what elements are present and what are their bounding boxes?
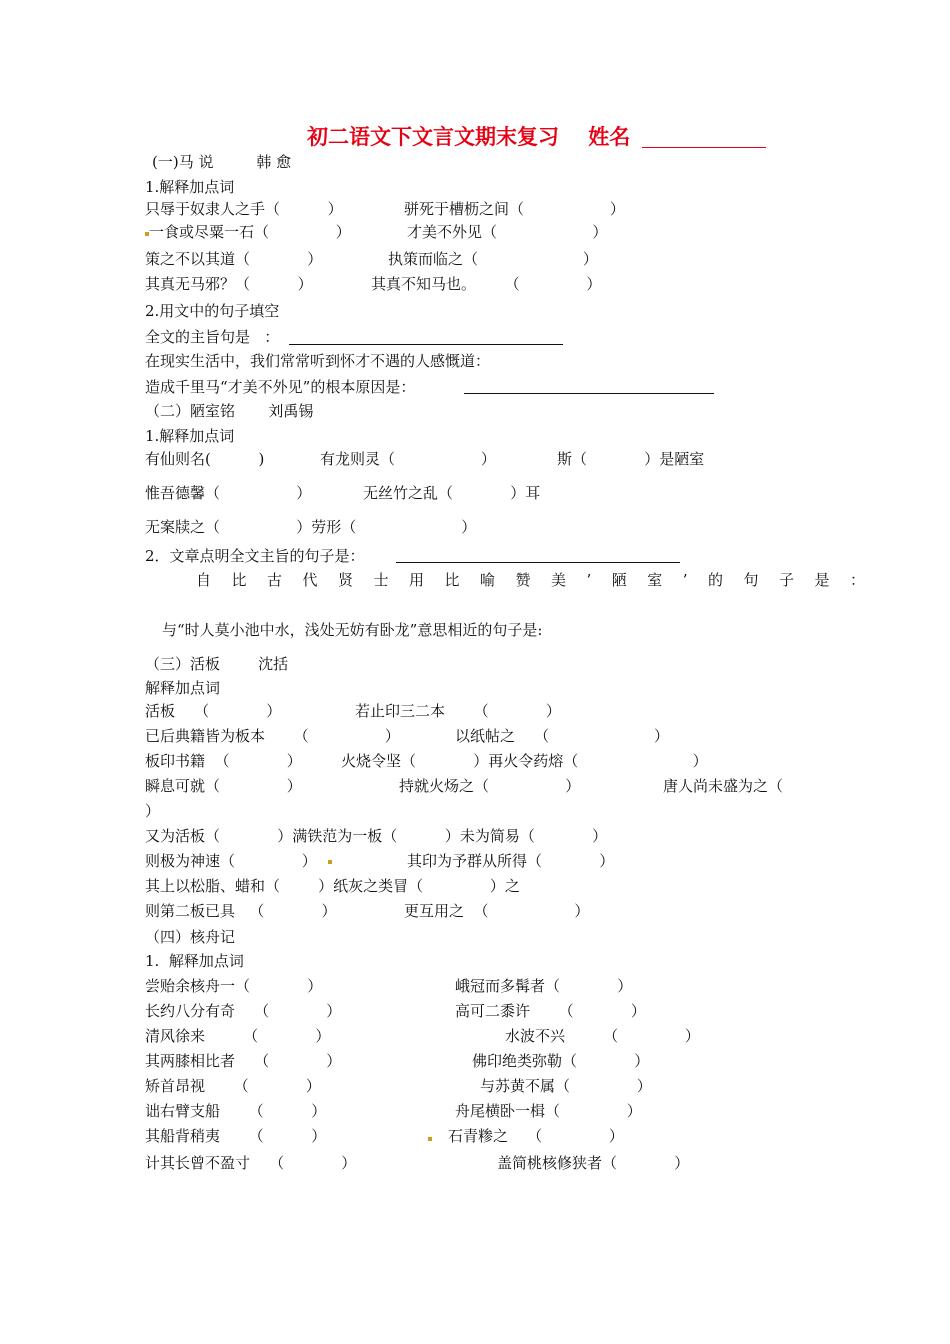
fill-in-prompt: 在现实生活中，我们常常听到怀才不遇的人感慨道： bbox=[145, 352, 491, 370]
section-3-heading: （三）活板 沈括 bbox=[145, 655, 289, 673]
section-3-question-1: 解释加点词 bbox=[145, 679, 221, 697]
section-3-item: 更互用之 （ ） bbox=[404, 902, 590, 920]
section-2-question-2: 2．文章点明全文主旨的句子是： bbox=[145, 547, 365, 565]
section-2-item: 无案牍之（ ）劳形（ ） bbox=[145, 518, 477, 536]
section-4-item: 峨冠而多髯者（ ） bbox=[455, 977, 633, 995]
section-3-item: 唐人尚未盛为之（ bbox=[663, 777, 784, 795]
section-3-item: 则极为神速（ ） bbox=[145, 852, 317, 870]
section-4-item: 计其长曾不盈寸 （ ） bbox=[145, 1154, 357, 1172]
section-1-question-2: 2.用文中的句子填空 bbox=[145, 302, 280, 320]
section-4-item: 长约八分有奇 （ ） bbox=[145, 1002, 342, 1020]
answer-line[interactable] bbox=[289, 344, 563, 345]
section-1-item: 执策而临之（ ） bbox=[388, 250, 598, 268]
section-4-item: 其船背稍夷 （ ） bbox=[145, 1127, 327, 1145]
fill-in-main-idea: 全文的主旨句是 ： bbox=[145, 328, 280, 346]
section-3-item: 若止印三二本 （ ） bbox=[355, 702, 561, 720]
section-3-item: 又为活板（ ）满铁范为一板（ ）未为简易（ ） bbox=[145, 827, 608, 845]
section-3-item: 以纸帖之 （ ） bbox=[455, 727, 669, 745]
section-3-item: 火烧令坚（ ）再火令药熔（ ） bbox=[341, 752, 708, 770]
section-1-item: 策之不以其道（ ） bbox=[145, 250, 323, 268]
section-4-item: 水波不兴 （ ） bbox=[505, 1027, 700, 1045]
section-4-item: 尝贻余核舟一（ ） bbox=[145, 977, 323, 995]
section-4-question-1: 1. 解释加点词 bbox=[145, 952, 244, 970]
section-2-item: 有龙则灵（ ） bbox=[320, 450, 496, 468]
section-2-item: 斯（ ）是陋室 bbox=[557, 450, 705, 468]
section-2-heading: （二）陋室铭 刘禹锡 bbox=[145, 402, 314, 420]
section-2-question-4: 与“时人莫小池中水，浅处无妨有卧龙”意思相近的句子是: bbox=[162, 621, 543, 639]
section-1-item: 其真不知马也。 （ ） bbox=[371, 275, 602, 293]
section-1-question-1: 1.解释加点词 bbox=[145, 178, 235, 196]
answer-line[interactable] bbox=[396, 562, 680, 563]
section-4-item: 高可二黍许 （ ） bbox=[455, 1002, 646, 1020]
section-4-item: 舟尾横卧一楫（ ） bbox=[455, 1102, 642, 1120]
section-1-item: 其真无马邪？（ ） bbox=[145, 275, 313, 293]
section-2-item: 有仙则名( ) bbox=[145, 450, 265, 468]
section-2-question-1: 1.解释加点词 bbox=[145, 427, 235, 445]
page-title: 初二语文下文言文期末复习 姓名 bbox=[307, 124, 631, 149]
section-3-item: ） bbox=[145, 802, 161, 820]
section-4-heading: （四）核舟记 bbox=[145, 928, 236, 946]
section-3-item: 活板 （ ） bbox=[145, 702, 282, 720]
section-3-item: 其印为予群从所得（ ） bbox=[407, 852, 615, 870]
section-1-item: 一食或尽粟一石（ ） bbox=[149, 223, 351, 241]
section-4-item: 佛印绝类弥勒（ ） bbox=[472, 1052, 650, 1070]
section-4-item: 盖简桃核修狭者（ ） bbox=[497, 1154, 690, 1172]
section-3-item: 瞬息可就（ ） bbox=[145, 777, 302, 795]
section-3-item: 其上以松脂、蜡和（ ）纸灰之类冒（ ）之 bbox=[145, 877, 520, 895]
section-3-item: 持就火炀之（ ） bbox=[399, 777, 581, 795]
section-1-item: 骈死于槽枥之间（ ） bbox=[404, 200, 625, 218]
section-1-item: 只辱于奴隶人之手（ ） bbox=[145, 200, 343, 218]
section-2-item: 惟吾德馨（ ） bbox=[145, 484, 312, 502]
marker-dot bbox=[428, 1137, 432, 1141]
section-4-item: 清风徐来 （ ） bbox=[145, 1027, 331, 1045]
section-3-item: 板印书籍 （ ） bbox=[145, 752, 302, 770]
section-4-item: 诎右臂支船 （ ） bbox=[145, 1102, 327, 1120]
answer-line[interactable] bbox=[464, 393, 714, 394]
section-3-item: 则第二板已具 （ ） bbox=[145, 902, 337, 920]
marker-dot bbox=[328, 860, 332, 864]
section-4-item: 石青糁之 （ ） bbox=[448, 1127, 624, 1145]
section-1-item: 才美不外见（ ） bbox=[407, 223, 608, 241]
name-blank-line[interactable] bbox=[642, 147, 766, 148]
section-4-item: 其两膝相比者 （ ） bbox=[145, 1052, 342, 1070]
section-4-item: 矫首昂视 （ ） bbox=[145, 1077, 321, 1095]
section-2-item: 无丝竹之乱（ ）耳 bbox=[363, 484, 541, 502]
section-2-question-3: 自比古代贤士用比喻赞美’陋室’的句子是： bbox=[196, 571, 886, 589]
fill-in-reason: 造成千里马“才美不外见”的根本原因是： bbox=[145, 378, 416, 396]
section-1-heading: (一)马 说 韩 愈 bbox=[152, 153, 292, 171]
section-4-item: 与苏黄不属（ ） bbox=[480, 1077, 652, 1095]
section-3-item: 已后典籍皆为板本 （ ） bbox=[145, 727, 400, 745]
